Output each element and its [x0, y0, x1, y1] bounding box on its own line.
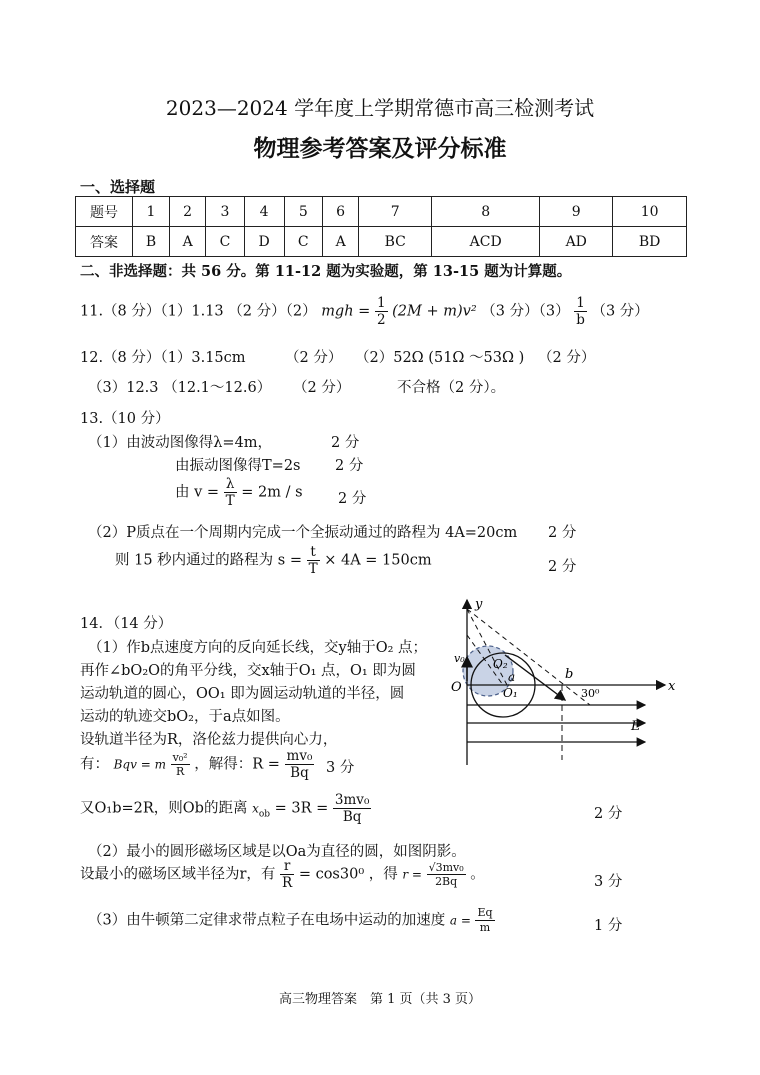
q14-p9-fraction2 — [427, 861, 466, 888]
q14-para1: （1）作b点速度方向的反向延长线，交y轴于O₂ 点； — [88, 640, 428, 656]
question-number: 1 — [133, 197, 170, 227]
frac-den: Bq — [290, 765, 309, 781]
label-y: y — [475, 597, 483, 612]
q12-score2: （2 分） — [538, 350, 596, 366]
q13-line5 — [115, 544, 432, 577]
frac-num: 1 — [376, 295, 386, 311]
q13-l3-pre: 由 v = — [175, 484, 220, 501]
q13-line2: 由振动图像得T=2s — [175, 458, 301, 474]
q14-para9 — [80, 858, 485, 891]
q12-part2: （2）52Ω (51Ω ～53Ω ) — [355, 350, 525, 366]
question-number: 6 — [322, 197, 358, 227]
question-number: 7 — [359, 197, 432, 227]
frac-den: T — [308, 561, 318, 577]
q14-score4: 1 分 — [594, 918, 623, 934]
q14-p10-fraction — [475, 906, 494, 935]
q14-p6-pre: 有： — [80, 756, 109, 773]
q12-score3: （2 分） — [293, 380, 351, 396]
q13-l3-fraction — [224, 476, 237, 509]
q14-p9-end: 。 — [470, 866, 485, 883]
q14-p7-eq: x — [252, 801, 259, 816]
q14-p9-pre: 设最小的磁场区域半径为r，有 — [80, 866, 276, 883]
q13-l5-post: × 4A = 150cm — [324, 552, 432, 569]
q11-mid: （3 分）（3） — [481, 303, 570, 320]
q11-lead: 11.（8 分）（1）1.13 （2 分）（2） — [80, 303, 317, 320]
frac-num: Eq — [477, 906, 493, 919]
answer-cell: B — [133, 227, 170, 257]
answer-row — [76, 227, 687, 257]
q13-line3 — [175, 476, 303, 509]
label-o1: O₁ — [503, 686, 518, 700]
q14-para10 — [88, 906, 495, 935]
q14-para5: 设轨道半径为R，洛伦兹力提供向心力， — [80, 732, 338, 748]
q14-score2: 2 分 — [594, 806, 623, 822]
frac-num: v₀² — [172, 751, 188, 764]
trajectory-figure — [445, 595, 685, 770]
label-v0: v₀ — [454, 652, 465, 665]
answer-cell: AD — [540, 227, 613, 257]
frac-den: b — [576, 312, 585, 328]
q12-score1: （2 分） — [285, 350, 343, 366]
question-number: 4 — [244, 197, 284, 227]
q11-line: 11.（8 分）（1）1.13 （2 分）（2） mgh = $\frac{1}{2}$ (2M + m)v² （3 分）（3） $\frac{1}{b}$ （3 分） — [80, 295, 649, 328]
answer-cell: BD — [613, 227, 687, 257]
q13-score3: 2 分 — [338, 491, 367, 507]
frac-num: mv₀ — [286, 748, 313, 764]
answer-cell: C — [284, 227, 322, 257]
q13-heading: 13.（10 分） — [80, 411, 170, 427]
question-number: 3 — [206, 197, 244, 227]
question-number: 2 — [169, 197, 205, 227]
frac-num: λ — [224, 476, 237, 493]
row-label-answer: 答案 — [76, 227, 133, 257]
frac-num: √3mv₀ — [428, 861, 464, 874]
answer-cell: ACD — [432, 227, 540, 257]
q13-score4: 2 分 — [548, 525, 577, 541]
page-footer: 高三物理答案 第 1 页（共 3 页） — [278, 992, 482, 1007]
question-number: 8 — [432, 197, 540, 227]
q14-p6-eq: Bqv = m — [113, 757, 166, 772]
q14-p10-eq: a = — [449, 913, 471, 928]
section1-heading: 一、选择题 — [80, 178, 156, 196]
q13-score2: 2 分 — [335, 458, 364, 474]
frac-num: 1 — [574, 295, 587, 312]
answer-cell: A — [322, 227, 358, 257]
q14-p9-fraction — [280, 858, 294, 891]
label-x: x — [668, 679, 676, 694]
q12-part1: 12.（8 分）（1）3.15cm — [80, 350, 246, 366]
q13-score1: 2 分 — [331, 435, 360, 451]
q14-p6-fraction2 — [285, 748, 315, 781]
q11-eq-lhs: mgh — [321, 303, 354, 320]
row-label-question: 题号 — [76, 197, 133, 227]
q14-para4: 运动的轨迹交bO₂，于a点如图。 — [80, 709, 290, 725]
question-number: 10 — [613, 197, 687, 227]
frac-num: t — [307, 544, 320, 561]
q13-score5: 2 分 — [548, 559, 577, 575]
q14-p6-mid: ，解得：R = — [194, 756, 280, 773]
q14-score1: 3 分 — [326, 760, 355, 776]
q12-verdict: 不合格（2 分）。 — [397, 380, 506, 396]
q11-score: （3 分） — [591, 303, 649, 320]
exam-title: 2023—2024 学年度上学期常德市高三检测考试 — [165, 96, 595, 120]
frac-den: T — [225, 493, 235, 509]
section2-heading: 二、非选择题：共 56 分。第 11-12 题为实验题，第 13-15 题为计算题。 — [80, 263, 572, 280]
q14-para2: 再作∠bO₂O的角平分线，交x轴于O₁ 点，O₁ 即为圆 — [80, 663, 416, 679]
q14-p7-mid: = 3R = — [274, 800, 329, 817]
frac-num: r — [280, 858, 294, 875]
q14-p7-fraction — [333, 792, 371, 825]
label-o2: O₂ — [493, 657, 508, 671]
q14-para8: （2）最小的圆形磁场区域是以Oa为直径的圆，如图阴影。 — [88, 844, 466, 860]
answer-cell: D — [244, 227, 284, 257]
label-a: a — [508, 670, 516, 684]
q14-score3: 3 分 — [594, 874, 623, 890]
doc-subtitle: 物理参考答案及评分标准 — [253, 135, 507, 162]
frac-den: m — [479, 921, 491, 934]
frac-den: R — [175, 765, 185, 778]
q13-l3-post: = 2m / s — [241, 484, 303, 501]
answer-cell: A — [169, 227, 205, 257]
q14-p7-sub: ob — [258, 809, 271, 820]
q14-p6-fraction — [171, 751, 190, 778]
frac-den: 2 — [376, 312, 386, 328]
label-origin: O — [451, 680, 462, 695]
answer-cell: BC — [359, 227, 432, 257]
q13-line4: （2）P质点在一个周期内完成一个全振动通过的路程为 4A=20cm — [88, 525, 518, 541]
q14-heading: 14．（14 分） — [80, 616, 173, 632]
q12-part3: （3）12.3 （12.1～12.6） — [88, 380, 272, 396]
q14-para7 — [80, 792, 371, 825]
q14-p9-eq: r = — [402, 867, 422, 882]
q11-eq-rhs: (2M + m)v² — [392, 303, 477, 320]
q14-p10-pre: （3）由牛顿第二定律求带点粒子在电场中运动的加速度 — [88, 912, 446, 929]
q14-para3: 运动轨道的圆心，OO₁ 即为圆运动轨道的半径，圆 — [80, 686, 405, 702]
frac-den: R — [282, 875, 293, 891]
q13-l5-fraction — [307, 544, 320, 577]
frac-num: 3mv₀ — [334, 792, 370, 808]
question-row — [76, 197, 687, 227]
answer-table — [75, 196, 687, 257]
q11-recip-fraction — [574, 295, 587, 328]
q14-p9-mid: = cos30⁰ ，得 — [298, 866, 398, 883]
question-number: 9 — [540, 197, 613, 227]
q14-p7-pre: 又O₁b=2R，则Ob的距离 — [80, 800, 248, 817]
label-b: b — [565, 667, 574, 682]
q13-l5-pre: 则 15 秒内通过的路程为 s = — [115, 552, 302, 569]
frac-den: 2Bq — [435, 875, 458, 888]
question-number: 5 — [284, 197, 322, 227]
frac-den: Bq — [342, 809, 362, 825]
label-e: E — [631, 719, 641, 734]
q13-line1: （1）由波动图像得λ=4m， — [88, 435, 273, 451]
label-angle: 30⁰ — [581, 687, 600, 700]
answer-cell: C — [206, 227, 244, 257]
q14-para6 — [80, 748, 314, 781]
q11-half-fraction — [375, 295, 388, 328]
